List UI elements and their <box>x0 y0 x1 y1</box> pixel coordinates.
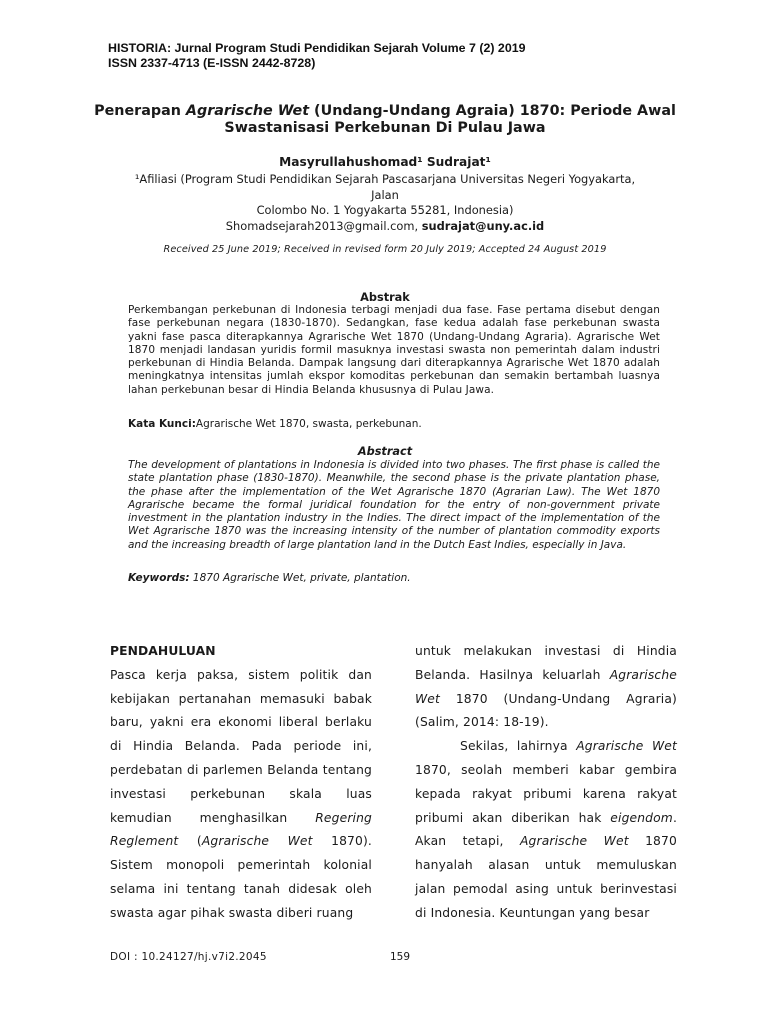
keywords-value: 1870 Agrarische Wet, private, plantation. <box>189 572 411 584</box>
keywords <box>128 572 660 584</box>
page-number: 159 <box>390 951 411 963</box>
italic-term: Agrarische Wet <box>201 834 313 849</box>
paper-title <box>80 103 690 137</box>
italic-term: Agrarische Wet <box>415 667 677 706</box>
title-line2: Swastanisasi Perkebunan Di Pulau Jawa <box>224 120 546 136</box>
right-paragraph-2 <box>415 735 677 925</box>
text-run: Pasca kerja paksa, sistem politik dan kebijakan pertanahan memasuki babak baru, yakni era ekonomi liberal berlaku di Hindia Belanda. Pada periode ini, perdebatan di parlemen Belanda tentang investasi perkebunan skala luas kemudian menghasilkan <box>110 667 372 825</box>
abstrak-heading: Abstrak <box>360 291 410 304</box>
title-prefix: Penerapan <box>94 103 186 119</box>
abstract-heading: Abstract <box>357 445 413 458</box>
affiliation-line2: Colombo No. 1 Yogyakarta 55281, Indonesia) <box>256 203 514 217</box>
affiliation-line1: ¹Afiliasi (Program Studi Pendidikan Sejarah Pascasarjana Universitas Negeri Yogyakarta, Jalan <box>134 172 636 202</box>
italic-term: eigendom <box>610 810 673 825</box>
right-column <box>415 640 677 926</box>
journal-issn: ISSN 2337-4713 (E-ISSN 2442-8728) <box>108 56 316 70</box>
left-paragraph <box>110 664 372 926</box>
italic-term: Regering Reglement <box>110 810 372 849</box>
italic-term: Agrarische Wet <box>576 739 677 754</box>
text-run: ( <box>178 834 202 849</box>
text-run: . Akan tetapi, <box>415 810 677 849</box>
section-heading: PENDAHULUAN <box>110 644 216 658</box>
journal-header <box>108 41 526 71</box>
authors: Masyrullahushomad¹ Sudrajat¹ <box>279 155 491 169</box>
received-dates: Received 25 June 2019; Received in revised form 20 July 2019; Accepted 24 August 2019 <box>163 244 607 255</box>
title-rest: (Undang-Undang Agraia) 1870: Periode Awal <box>309 103 676 119</box>
text-run: Sekilas, lahirnya <box>460 739 577 754</box>
text-run: 1870, seolah memberi kabar gembira kepada rakyat pribumi karena rakyat pribumi akan diberikan hak <box>415 762 677 825</box>
text-run: 1870 (Undang-Undang Agraria) (Salim, 2014: 18-19). <box>415 691 677 730</box>
affiliation <box>120 172 650 234</box>
kata-kunci-label: Kata Kunci: <box>128 418 196 430</box>
email-1: Shomadsejarah2013@gmail.com, <box>225 218 422 233</box>
journal-name: HISTORIA: Jurnal Program Studi Pendidikan Sejarah Volume 7 (2) 2019 <box>108 41 526 55</box>
italic-term: Agrarische Wet <box>519 834 629 849</box>
text-run: untuk melakukan investasi di Hindia Belanda. Hasilnya keluarlah <box>415 644 677 682</box>
email-2: sudrajat@uny.ac.id <box>421 218 545 233</box>
keywords-label: Keywords: <box>128 572 190 584</box>
abstrak-body: Perkembangan perkebunan di Indonesia terbagi menjadi dua fase. Fase pertama disebut dengan fase perkebunan negara (1830-1870). Sedangkan, fase kedua adalah fase perkebunan swasta yakni fase pasca diterapkannya Agrarische Wet 1870 (Undang-Undang Agraria). Agrarische Wet 1870 menjadi landasan yuridis formil masuknya investasi swasta non pemerintah dalam industri perkebunan di Hindia Belanda. Dampak langsung dari diterapkannya Agrarische Wet 1870 adalah meningkatnya intensitas jumlah ekspor komoditas perkebunan dan semakin bertambah luasnya lahan perkebunan besar di Hindia Belanda khususnya di Pulau Jawa. <box>128 304 660 396</box>
emails <box>120 219 650 235</box>
footer-doi: DOI : 10.24127/hj.v7i2.2045 <box>110 951 267 963</box>
kata-kunci-value: Agrarische Wet 1870, swasta, perkebunan. <box>195 418 422 430</box>
title-italic: Agrarische Wet <box>185 103 310 119</box>
right-paragraph-1 <box>415 640 677 735</box>
abstract-body: The development of plantations in Indonesia is divided into two phases. The first phase is called the state plantation phase (1830-1870). Meanwhile, the second phase is the private plantation phase, the phase after the implementation of the Wet Agrarische 1870 (Agrarian Law). The Wet 1870 Agrarische became the formal juridical foundation for the entry of non-government private investment in the plantation industry in the Indies. The direct impact of the implementation of the Wet Agrarische 1870 was the increasing intensity of the number of plantation commodity exports and the increasing breadth of large plantation land in the Dutch East Indies, especially in Java. <box>128 459 660 551</box>
text-run: 1870 hanyalah alasan untuk memuluskan jalan pemodal asing untuk berinvestasi di Indonesia. Keuntungan yang besar <box>415 834 677 920</box>
left-column <box>110 640 372 926</box>
text-run: 1870). Sistem monopoli pemerintah kolonial selama ini tentang tanah didesak oleh swasta agar pihak swasta diberi ruang <box>110 834 372 920</box>
kata-kunci <box>128 418 660 430</box>
